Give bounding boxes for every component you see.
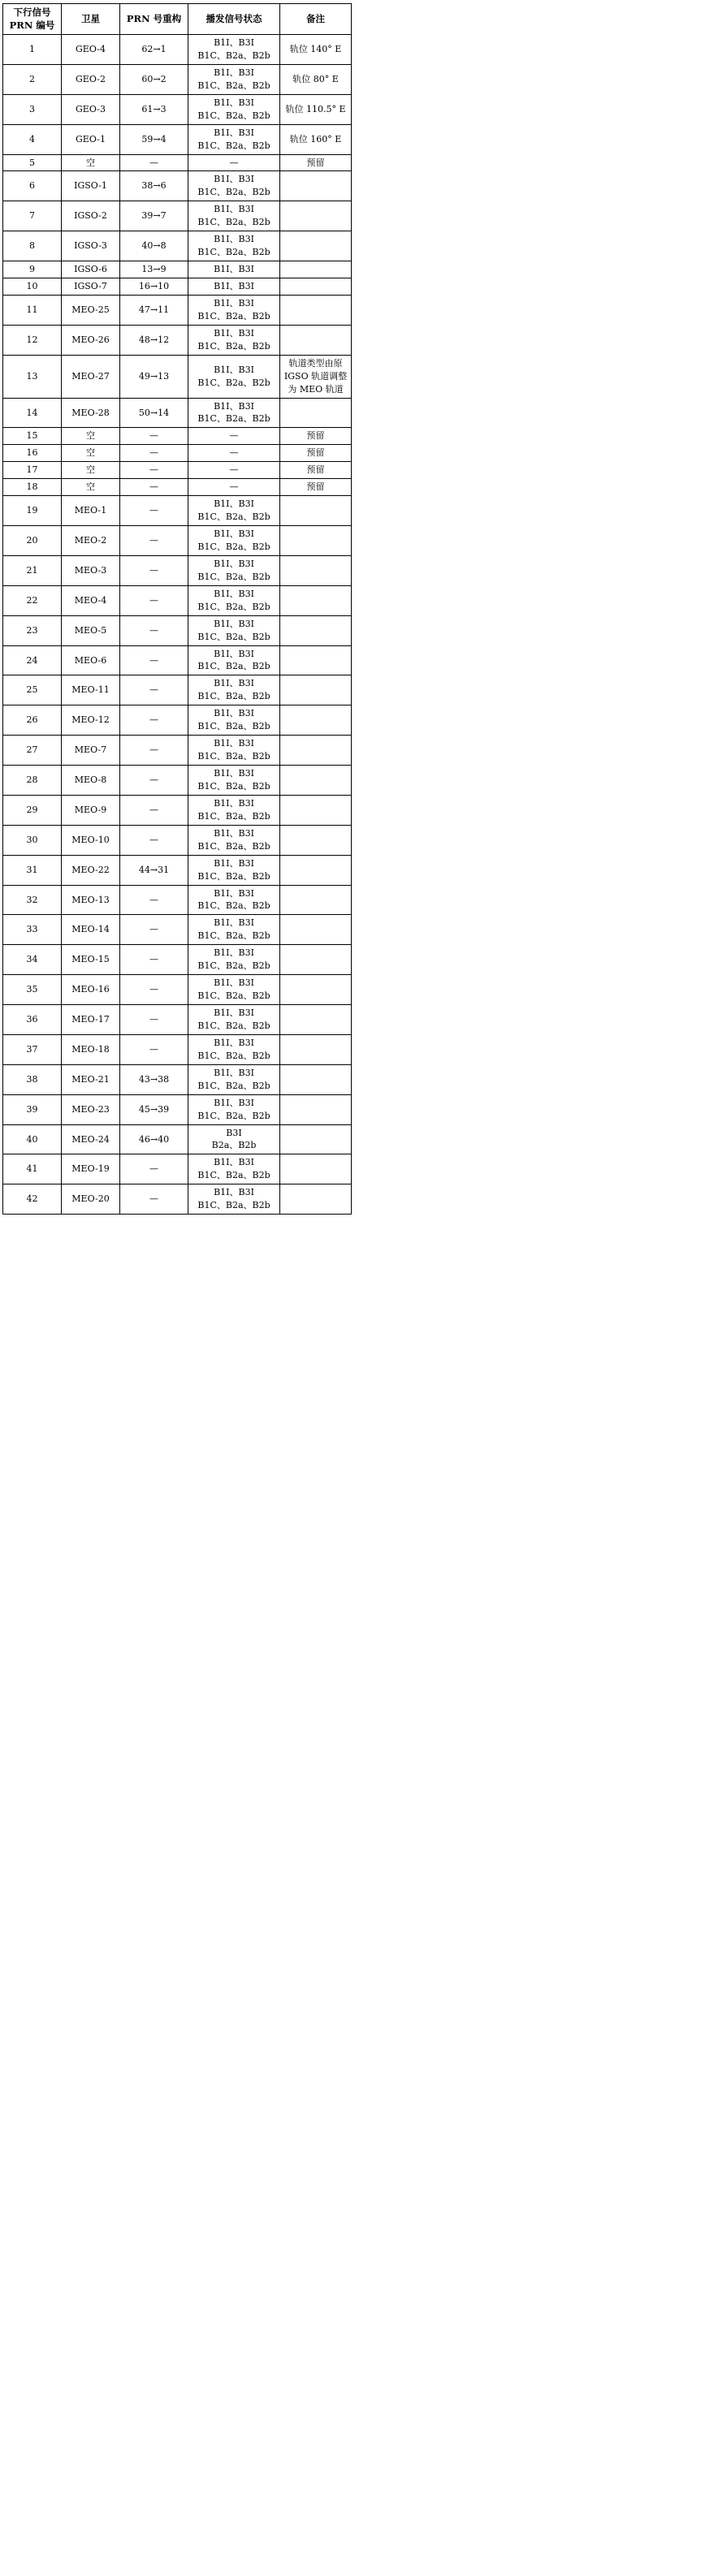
cell-prn-number: 36: [3, 1005, 62, 1035]
cell-satellite: MEO-2: [62, 526, 120, 556]
cell-remarks: [280, 201, 352, 231]
cell-satellite: MEO-18: [62, 1034, 120, 1064]
cell-signal-status: B1I、B3I B1C、B2a、B2b: [188, 231, 280, 261]
cell-prn-number: 12: [3, 325, 62, 355]
cell-prn-number: 3: [3, 94, 62, 124]
cell-remarks: [280, 885, 352, 915]
table-row: [3, 1005, 352, 1035]
table-row: [3, 615, 352, 645]
document-page: [0, 0, 701, 1219]
cell-remarks: [280, 825, 352, 855]
cell-prn-number: 15: [3, 428, 62, 445]
cell-remarks: [280, 171, 352, 201]
cell-satellite: MEO-9: [62, 795, 120, 825]
table-row: [3, 766, 352, 796]
cell-satellite: MEO-7: [62, 736, 120, 766]
column-header-prn: [3, 4, 62, 35]
cell-signal-status: B1I、B3I B1C、B2a、B2b: [188, 645, 280, 675]
cell-prn-reconstruct: —: [120, 445, 188, 462]
cell-prn-reconstruct: 48→12: [120, 325, 188, 355]
cell-prn-reconstruct: —: [120, 675, 188, 705]
cell-signal-status: —: [188, 445, 280, 462]
cell-satellite: 空: [62, 428, 120, 445]
cell-satellite: MEO-15: [62, 945, 120, 975]
cell-prn-number: 9: [3, 261, 62, 278]
table-row: [3, 428, 352, 445]
cell-prn-reconstruct: —: [120, 1154, 188, 1184]
cell-prn-reconstruct: —: [120, 975, 188, 1005]
cell-signal-status: —: [188, 428, 280, 445]
cell-satellite: 空: [62, 445, 120, 462]
cell-remarks: [280, 736, 352, 766]
cell-prn-number: 20: [3, 526, 62, 556]
cell-prn-reconstruct: 13→9: [120, 261, 188, 278]
cell-remarks: [280, 675, 352, 705]
cell-prn-reconstruct: —: [120, 555, 188, 585]
cell-prn-reconstruct: 62→1: [120, 35, 188, 65]
cell-remarks: 预留: [280, 462, 352, 479]
table-row: [3, 325, 352, 355]
cell-prn-number: 1: [3, 35, 62, 65]
cell-prn-number: 32: [3, 885, 62, 915]
prn-allocation-table: [2, 3, 352, 1215]
cell-signal-status: B3I B2a、B2b: [188, 1124, 280, 1154]
cell-prn-number: 18: [3, 479, 62, 496]
table-row: [3, 154, 352, 171]
table-row: [3, 915, 352, 945]
table-row: [3, 526, 352, 556]
cell-prn-number: 14: [3, 398, 62, 428]
table-row: [3, 736, 352, 766]
cell-prn-number: 25: [3, 675, 62, 705]
cell-prn-reconstruct: —: [120, 1184, 188, 1215]
cell-prn-reconstruct: 16→10: [120, 278, 188, 296]
column-header-remarks: 备注: [280, 4, 352, 35]
table-row: [3, 201, 352, 231]
cell-prn-reconstruct: 49→13: [120, 355, 188, 398]
cell-satellite: IGSO-7: [62, 278, 120, 296]
cell-remarks: [280, 231, 352, 261]
cell-signal-status: B1I、B3I: [188, 278, 280, 296]
cell-prn-number: 41: [3, 1154, 62, 1184]
table-row: [3, 945, 352, 975]
cell-satellite: MEO-1: [62, 496, 120, 526]
cell-signal-status: —: [188, 154, 280, 171]
cell-remarks: [280, 278, 352, 296]
cell-signal-status: B1I、B3I B1C、B2a、B2b: [188, 355, 280, 398]
cell-prn-reconstruct: 59→4: [120, 124, 188, 154]
cell-prn-number: 2: [3, 64, 62, 94]
cell-prn-reconstruct: 47→11: [120, 295, 188, 325]
table-row: [3, 35, 352, 65]
cell-prn-number: 31: [3, 855, 62, 885]
cell-signal-status: B1I、B3I B1C、B2a、B2b: [188, 35, 280, 65]
cell-prn-reconstruct: —: [120, 885, 188, 915]
table-row: [3, 278, 352, 296]
cell-signal-status: B1I、B3I B1C、B2a、B2b: [188, 736, 280, 766]
cell-prn-number: 26: [3, 705, 62, 736]
cell-satellite: MEO-22: [62, 855, 120, 885]
cell-prn-number: 28: [3, 766, 62, 796]
cell-prn-reconstruct: 46→40: [120, 1124, 188, 1154]
cell-signal-status: B1I、B3I B1C、B2a、B2b: [188, 201, 280, 231]
table-body: [3, 35, 352, 1215]
cell-satellite: MEO-11: [62, 675, 120, 705]
cell-prn-number: 27: [3, 736, 62, 766]
table-row: [3, 975, 352, 1005]
cell-prn-number: 10: [3, 278, 62, 296]
table-row: [3, 855, 352, 885]
table-row: [3, 795, 352, 825]
cell-remarks: 预留: [280, 445, 352, 462]
cell-signal-status: —: [188, 479, 280, 496]
cell-satellite: MEO-6: [62, 645, 120, 675]
table-row: [3, 1124, 352, 1154]
cell-satellite: IGSO-2: [62, 201, 120, 231]
cell-remarks: 轨位 110.5° E: [280, 94, 352, 124]
cell-remarks: [280, 496, 352, 526]
table-row: [3, 675, 352, 705]
cell-prn-reconstruct: —: [120, 645, 188, 675]
table-row: [3, 705, 352, 736]
cell-signal-status: B1I、B3I B1C、B2a、B2b: [188, 945, 280, 975]
cell-remarks: 轨位 80° E: [280, 64, 352, 94]
cell-satellite: MEO-13: [62, 885, 120, 915]
cell-remarks: [280, 1154, 352, 1184]
cell-prn-reconstruct: —: [120, 462, 188, 479]
cell-signal-status: B1I、B3I B1C、B2a、B2b: [188, 398, 280, 428]
cell-prn-number: 40: [3, 1124, 62, 1154]
cell-signal-status: B1I、B3I B1C、B2a、B2b: [188, 615, 280, 645]
cell-remarks: [280, 855, 352, 885]
table-header: [3, 4, 352, 35]
cell-remarks: [280, 555, 352, 585]
cell-satellite: IGSO-3: [62, 231, 120, 261]
cell-satellite: MEO-23: [62, 1094, 120, 1124]
cell-prn-reconstruct: —: [120, 428, 188, 445]
cell-prn-reconstruct: —: [120, 496, 188, 526]
cell-satellite: MEO-26: [62, 325, 120, 355]
cell-signal-status: B1I、B3I B1C、B2a、B2b: [188, 885, 280, 915]
table-row: [3, 496, 352, 526]
table-row: [3, 885, 352, 915]
cell-signal-status: B1I、B3I B1C、B2a、B2b: [188, 766, 280, 796]
cell-remarks: [280, 645, 352, 675]
cell-prn-number: 39: [3, 1094, 62, 1124]
cell-prn-number: 35: [3, 975, 62, 1005]
cell-prn-reconstruct: 44→31: [120, 855, 188, 885]
cell-prn-number: 37: [3, 1034, 62, 1064]
cell-remarks: [280, 975, 352, 1005]
column-header-prn-reconstruct: PRN 号重构: [120, 4, 188, 35]
cell-signal-status: B1I、B3I B1C、B2a、B2b: [188, 1094, 280, 1124]
cell-satellite: MEO-12: [62, 705, 120, 736]
cell-satellite: IGSO-1: [62, 171, 120, 201]
cell-remarks: [280, 1094, 352, 1124]
table-row: [3, 479, 352, 496]
cell-remarks: [280, 295, 352, 325]
cell-prn-reconstruct: —: [120, 795, 188, 825]
cell-satellite: 空: [62, 462, 120, 479]
cell-signal-status: B1I、B3I B1C、B2a、B2b: [188, 325, 280, 355]
table-row: [3, 1094, 352, 1124]
cell-remarks: [280, 398, 352, 428]
cell-signal-status: B1I、B3I B1C、B2a、B2b: [188, 675, 280, 705]
table-row: [3, 555, 352, 585]
cell-prn-reconstruct: —: [120, 615, 188, 645]
table-row: [3, 261, 352, 278]
cell-prn-reconstruct: —: [120, 736, 188, 766]
cell-prn-number: 24: [3, 645, 62, 675]
cell-satellite: MEO-10: [62, 825, 120, 855]
cell-prn-reconstruct: —: [120, 915, 188, 945]
cell-prn-number: 23: [3, 615, 62, 645]
cell-signal-status: B1I、B3I B1C、B2a、B2b: [188, 171, 280, 201]
table-row: [3, 1184, 352, 1215]
cell-satellite: MEO-3: [62, 555, 120, 585]
cell-remarks: [280, 795, 352, 825]
table-row: [3, 1034, 352, 1064]
cell-satellite: MEO-4: [62, 585, 120, 615]
cell-prn-reconstruct: —: [120, 479, 188, 496]
cell-remarks: [280, 585, 352, 615]
cell-signal-status: B1I、B3I B1C、B2a、B2b: [188, 855, 280, 885]
cell-signal-status: B1I、B3I B1C、B2a、B2b: [188, 555, 280, 585]
cell-satellite: 空: [62, 154, 120, 171]
cell-remarks: [280, 1184, 352, 1215]
cell-remarks: [280, 261, 352, 278]
cell-satellite: GEO-1: [62, 124, 120, 154]
cell-prn-number: 7: [3, 201, 62, 231]
column-header-satellite: 卫星: [62, 4, 120, 35]
cell-remarks: [280, 766, 352, 796]
cell-prn-number: 8: [3, 231, 62, 261]
cell-satellite: MEO-27: [62, 355, 120, 398]
cell-signal-status: B1I、B3I B1C、B2a、B2b: [188, 496, 280, 526]
cell-signal-status: B1I、B3I B1C、B2a、B2b: [188, 526, 280, 556]
cell-prn-number: 17: [3, 462, 62, 479]
cell-satellite: MEO-5: [62, 615, 120, 645]
cell-satellite: MEO-21: [62, 1064, 120, 1094]
table-row: [3, 124, 352, 154]
cell-remarks: [280, 615, 352, 645]
cell-prn-reconstruct: —: [120, 945, 188, 975]
cell-satellite: MEO-20: [62, 1184, 120, 1215]
cell-satellite: IGSO-6: [62, 261, 120, 278]
cell-signal-status: B1I、B3I B1C、B2a、B2b: [188, 94, 280, 124]
cell-prn-reconstruct: —: [120, 1034, 188, 1064]
cell-prn-number: 5: [3, 154, 62, 171]
header-row: [3, 4, 352, 35]
cell-satellite: MEO-14: [62, 915, 120, 945]
cell-prn-number: 38: [3, 1064, 62, 1094]
cell-prn-reconstruct: 40→8: [120, 231, 188, 261]
cell-signal-status: B1I、B3I B1C、B2a、B2b: [188, 1034, 280, 1064]
cell-signal-status: B1I、B3I B1C、B2a、B2b: [188, 1154, 280, 1184]
cell-remarks: 预留: [280, 154, 352, 171]
cell-remarks: 轨位 160° E: [280, 124, 352, 154]
cell-remarks: [280, 1064, 352, 1094]
cell-prn-number: 21: [3, 555, 62, 585]
cell-signal-status: B1I、B3I B1C、B2a、B2b: [188, 585, 280, 615]
cell-prn-reconstruct: 61→3: [120, 94, 188, 124]
cell-signal-status: B1I、B3I B1C、B2a、B2b: [188, 915, 280, 945]
cell-prn-number: 30: [3, 825, 62, 855]
cell-remarks: [280, 1124, 352, 1154]
header-line-1: 下行信号: [13, 6, 51, 18]
cell-signal-status: B1I、B3I B1C、B2a、B2b: [188, 1064, 280, 1094]
cell-signal-status: B1I、B3I B1C、B2a、B2b: [188, 295, 280, 325]
cell-satellite: GEO-4: [62, 35, 120, 65]
table-row: [3, 462, 352, 479]
cell-remarks: [280, 1005, 352, 1035]
table-row: [3, 355, 352, 398]
cell-remarks: [280, 325, 352, 355]
cell-prn-reconstruct: —: [120, 1005, 188, 1035]
table-row: [3, 398, 352, 428]
table-row: [3, 231, 352, 261]
table-row: [3, 1064, 352, 1094]
cell-signal-status: B1I、B3I B1C、B2a、B2b: [188, 124, 280, 154]
cell-prn-reconstruct: 60→2: [120, 64, 188, 94]
cell-remarks: [280, 705, 352, 736]
cell-remarks: 轨道类型由原 IGSO 轨道调整 为 MEO 轨道: [280, 355, 352, 398]
column-header-signal-status: 播发信号状态: [188, 4, 280, 35]
cell-prn-reconstruct: —: [120, 526, 188, 556]
header-line-2: PRN 编号: [9, 19, 55, 31]
cell-prn-reconstruct: 50→14: [120, 398, 188, 428]
cell-satellite: MEO-8: [62, 766, 120, 796]
cell-prn-number: 29: [3, 795, 62, 825]
cell-signal-status: B1I、B3I B1C、B2a、B2b: [188, 825, 280, 855]
cell-prn-reconstruct: 38→6: [120, 171, 188, 201]
table-row: [3, 585, 352, 615]
cell-satellite: GEO-3: [62, 94, 120, 124]
cell-signal-status: B1I、B3I: [188, 261, 280, 278]
cell-prn-reconstruct: 45→39: [120, 1094, 188, 1124]
cell-prn-number: 4: [3, 124, 62, 154]
table-row: [3, 295, 352, 325]
cell-remarks: 预留: [280, 479, 352, 496]
cell-satellite: MEO-19: [62, 1154, 120, 1184]
table-row: [3, 1154, 352, 1184]
cell-signal-status: B1I、B3I B1C、B2a、B2b: [188, 1184, 280, 1215]
cell-signal-status: B1I、B3I B1C、B2a、B2b: [188, 975, 280, 1005]
cell-prn-number: 33: [3, 915, 62, 945]
cell-satellite: MEO-28: [62, 398, 120, 428]
cell-remarks: [280, 915, 352, 945]
cell-remarks: 轨位 140° E: [280, 35, 352, 65]
table-row: [3, 825, 352, 855]
cell-signal-status: B1I、B3I B1C、B2a、B2b: [188, 1005, 280, 1035]
cell-signal-status: B1I、B3I B1C、B2a、B2b: [188, 795, 280, 825]
cell-prn-number: 42: [3, 1184, 62, 1215]
cell-prn-reconstruct: —: [120, 705, 188, 736]
cell-remarks: 预留: [280, 428, 352, 445]
table-row: [3, 445, 352, 462]
cell-prn-reconstruct: —: [120, 154, 188, 171]
table-row: [3, 171, 352, 201]
cell-prn-reconstruct: 43→38: [120, 1064, 188, 1094]
cell-prn-number: 6: [3, 171, 62, 201]
cell-prn-reconstruct: —: [120, 585, 188, 615]
cell-prn-number: 11: [3, 295, 62, 325]
cell-prn-reconstruct: 39→7: [120, 201, 188, 231]
cell-prn-number: 13: [3, 355, 62, 398]
cell-signal-status: B1I、B3I B1C、B2a、B2b: [188, 705, 280, 736]
cell-satellite: MEO-17: [62, 1005, 120, 1035]
cell-prn-number: 34: [3, 945, 62, 975]
cell-prn-number: 22: [3, 585, 62, 615]
table-row: [3, 64, 352, 94]
cell-prn-number: 16: [3, 445, 62, 462]
table-row: [3, 645, 352, 675]
cell-prn-reconstruct: —: [120, 766, 188, 796]
cell-prn-reconstruct: —: [120, 825, 188, 855]
cell-satellite: MEO-16: [62, 975, 120, 1005]
cell-prn-number: 19: [3, 496, 62, 526]
table-row: [3, 94, 352, 124]
cell-remarks: [280, 526, 352, 556]
cell-signal-status: —: [188, 462, 280, 479]
cell-remarks: [280, 945, 352, 975]
cell-satellite: GEO-2: [62, 64, 120, 94]
cell-satellite: MEO-24: [62, 1124, 120, 1154]
cell-remarks: [280, 1034, 352, 1064]
cell-satellite: MEO-25: [62, 295, 120, 325]
cell-signal-status: B1I、B3I B1C、B2a、B2b: [188, 64, 280, 94]
cell-satellite: 空: [62, 479, 120, 496]
